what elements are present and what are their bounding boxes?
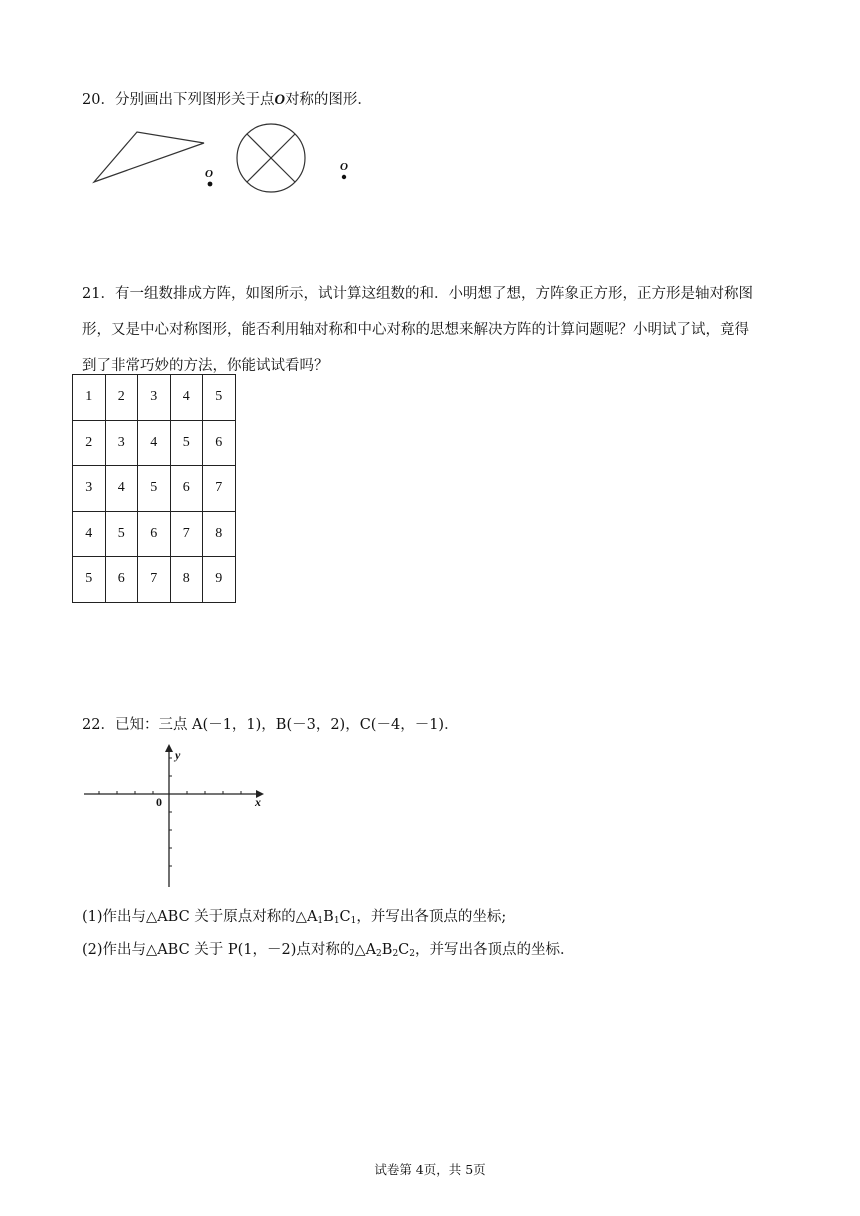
matrix-cell: 6 — [170, 466, 203, 512]
matrix-cell: 4 — [138, 420, 171, 466]
matrix-cell: 2 — [73, 420, 106, 466]
matrix-cell: 6 — [203, 420, 236, 466]
matrix-cell: 4 — [73, 511, 106, 557]
matrix-cell: 5 — [170, 420, 203, 466]
point-o-label-2: O — [340, 161, 348, 173]
question-20-figures — [80, 120, 380, 200]
matrix-cell: 5 — [105, 511, 138, 557]
matrix-cell: 8 — [170, 557, 203, 603]
question-number: 21． — [82, 286, 115, 302]
page-footer: 试卷第 4页，共 5页 — [374, 1162, 486, 1177]
question-22-part-2: (2)作出与△ABC 关于 P(1，－2)点对称的$\triangle A_2B_2C_2$，并写出各顶点的坐标． — [82, 942, 575, 959]
y-axis-label: y — [175, 748, 181, 762]
coordinate-axes — [80, 742, 280, 892]
point-o-1 — [208, 182, 213, 187]
matrix-cell: 3 — [138, 375, 171, 421]
matrix-cell: 8 — [203, 511, 236, 557]
matrix-cell: 5 — [203, 375, 236, 421]
number-matrix — [72, 374, 236, 603]
matrix-row — [73, 466, 236, 512]
question-number: 20． — [82, 92, 115, 108]
matrix-cell: 6 — [138, 511, 171, 557]
triangle-figure — [94, 132, 204, 182]
origin-label: 0 — [156, 795, 162, 809]
matrix-row — [73, 375, 236, 421]
matrix-cell: 2 — [105, 375, 138, 421]
matrix-cell: 3 — [73, 466, 106, 512]
point-o-2 — [342, 175, 346, 179]
point-o-label-1: O — [205, 168, 213, 180]
matrix-cell: 9 — [203, 557, 236, 603]
matrix-cell: 7 — [203, 466, 236, 512]
matrix-row — [73, 557, 236, 603]
matrix-cell: 3 — [105, 420, 138, 466]
question-22-part-1: (1)作出与△ABC 关于原点对称的$\triangle A_1B_1C_1$，并写出各顶点的坐标; — [82, 909, 507, 926]
matrix-row — [73, 511, 236, 557]
matrix-cell: 4 — [170, 375, 203, 421]
matrix-cell: 5 — [138, 466, 171, 512]
matrix-cell: 6 — [105, 557, 138, 603]
question-20-text: 20．分别画出下列图形关于点O对称的图形． — [82, 92, 372, 108]
x-axis-label: x — [255, 795, 261, 809]
matrix-row — [73, 420, 236, 466]
question-21-text: 21．有一组数排成方阵，如图所示，试计算这组数的和．小明想了想，方阵象正方形，正方形是轴对称图 形，又是中心对称图形，能否利用轴对称和中心对称的思想来解决方阵的计算问题呢？小明试了试，竟得 到了非常巧妙的方法，你能试试看吗？ — [82, 286, 753, 374]
y-axis-arrow — [165, 744, 173, 752]
matrix-cell: 4 — [105, 466, 138, 512]
question-number: 22． — [82, 717, 115, 733]
question-22-text: 22．已知：三点 A(－1，1)，B(－3，2)，C(－4，－1)． — [82, 717, 459, 733]
matrix-cell: 7 — [138, 557, 171, 603]
matrix-cell: 5 — [73, 557, 106, 603]
matrix-cell: 7 — [170, 511, 203, 557]
matrix-cell: 1 — [73, 375, 106, 421]
